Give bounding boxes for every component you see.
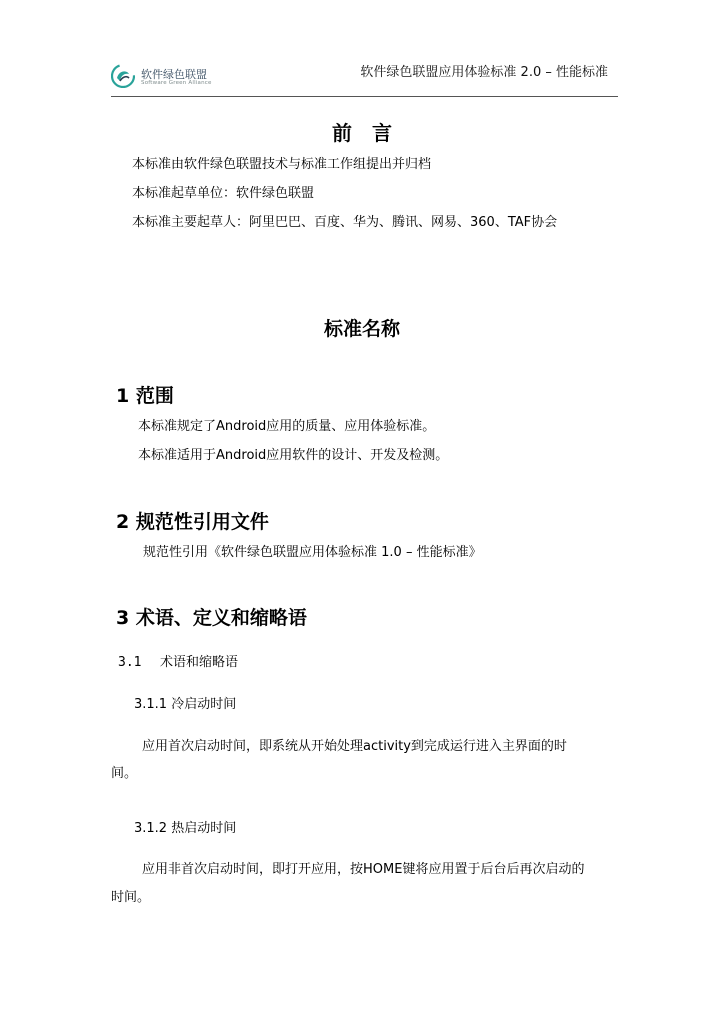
standard-name-title: 标准名称 <box>323 318 400 340</box>
alliance-logo <box>111 64 221 94</box>
term-definition-line: 应用首次启动时间，即系统从开始处理activity到完成运行进入主界面的时 <box>142 739 567 754</box>
subsection-3-1-heading <box>118 651 238 670</box>
subsection-number: 3.1 <box>118 655 142 670</box>
term-heading: 3.1.1 冷启动时间 <box>134 697 237 712</box>
term-definition-line: 间。 <box>111 766 138 781</box>
header-title: 软件绿色联盟应用体验标准 2.0 – 性能标准 <box>360 65 608 80</box>
alliance-logo-icon <box>111 64 135 88</box>
section-3-heading: 3 术语、定义和缩略语 <box>116 607 307 629</box>
section-1-line: 本标准规定了Android应用的质量、应用体验标准。 <box>138 419 436 434</box>
foreword-line: 本标准起草单位：软件绿色联盟 <box>132 186 315 201</box>
section-1-heading: 1 范围 <box>116 385 174 407</box>
header-divider <box>111 96 618 97</box>
section-2-heading: 2 规范性引用文件 <box>116 511 269 533</box>
page-header <box>0 0 724 100</box>
subsection-title: 术语和缩略语 <box>160 655 239 670</box>
foreword-line: 本标准主要起草人：阿里巴巴、百度、华为、腾讯、网易、360、TAF协会 <box>132 215 558 230</box>
logo-text-cn: 软件绿色联盟 <box>141 68 207 81</box>
term-heading: 3.1.2 热启动时间 <box>134 821 237 836</box>
logo-text-en: Software Green Alliance <box>141 80 212 86</box>
section-2-line: 规范性引用《软件绿色联盟应用体验标准 1.0 – 性能标准》 <box>143 545 482 560</box>
foreword-line: 本标准由软件绿色联盟技术与标准工作组提出并归档 <box>132 157 432 172</box>
section-1-line: 本标准适用于Android应用软件的设计、开发及检测。 <box>138 448 449 463</box>
term-definition-line: 应用非首次启动时间，即打开应用，按HOME键将应用置于后台后再次启动的 <box>142 862 585 877</box>
foreword-title: 前言 <box>332 121 412 145</box>
term-definition-line: 时间。 <box>111 890 151 905</box>
